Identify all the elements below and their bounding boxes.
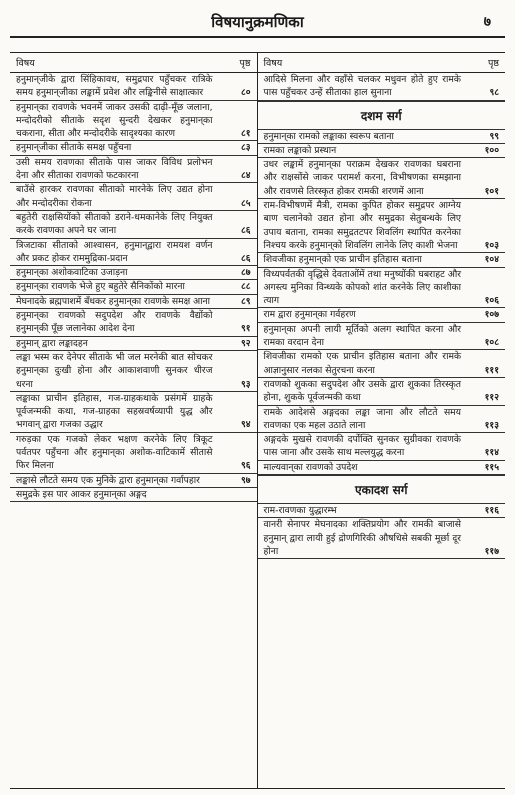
entry-text: मेघनादके ब्रह्मपाशमें बँधकर हनुमान्‌का रावणके समक्ष आना — [16, 295, 211, 307]
entry-page-number: ८८ — [240, 281, 251, 293]
contents-entry — [258, 378, 506, 406]
page-number: ७ — [483, 14, 491, 30]
entry-text: उधर लङ्कामें हनुमान्‌का पराक्रम देखकर रावणका घबराना और राक्षसोंसे जाकर परामर्श करना, विभीषणका समझाना और रावणसे तिरस्कृत होकर रामकी शरणमें आना — [263, 159, 461, 197]
contents-entry — [10, 488, 257, 502]
entry-text: शिवजीका रामको एक प्राचीन इतिहास बताना और रामके आज्ञानुसार नलका सेतुरचना करना — [263, 351, 461, 376]
entry-page-number: ८६ — [240, 252, 251, 264]
entry-text: अङ्गदके मुखसे रावणकी दर्पोक्ति सुनकर सुग्रीवका रावणके पास जाना और उसके साथ मल्लयुद्ध करना — [263, 434, 461, 459]
subject-heading: विषय — [263, 58, 283, 69]
entry-page-number: ८१ — [240, 128, 251, 140]
right-entries-top — [258, 73, 506, 101]
entry-text: राम-विभीषणमें मैत्री, रामका कुपित होकर समुद्रपर आग्नेय बाण चलानेको उद्यत होना और समुद्रका सेतुबन्धके लिए उपाय बताना, रामका समुद्रतटपर शिवलिंग स्थापित करनेका निश्चय करके हनुमान्‌को शिवलिंग लानेके लिए काशी भेजना — [263, 200, 461, 251]
contents-entry — [10, 183, 257, 211]
contents-entry — [258, 199, 506, 253]
column-header — [258, 53, 506, 73]
entry-page-number: ८४ — [240, 170, 251, 182]
page-title: विषयानुक्रमणिका — [211, 13, 304, 31]
section-heading-10: दशम सर्ग — [258, 101, 506, 130]
entry-text: गरुड़का एक गजको लेकर भक्षण करनेके लिए त्रिकूट पर्वतपर पहुँचना और हनुमान्‌का अशोक-वाटिकामें सीतासे फिर मिलना — [16, 433, 213, 472]
entry-text: रामका लङ्काको प्रस्थान — [263, 144, 337, 156]
entry-text: लङ्का भस्म कर देनेपर सीताके भी जल मरनेकी बात सोचकर हनुमान्‌का दुःखी होना और आकाशवाणी सुनकर धीरज धरना — [16, 351, 213, 390]
entry-text: हनुमान्‌का अपनी लायी मूर्तिको अलग स्थापित करना और रामका वरदान देना — [263, 323, 461, 349]
entry-text: माल्यवान्‌का रावणको उपदेश — [263, 461, 358, 473]
entry-text: हनुमान्‌ द्वारा लङ्कादहन — [16, 337, 88, 349]
contents-entry — [10, 309, 257, 337]
contents-entry — [258, 144, 506, 158]
entry-text: लङ्काका प्राचीन इतिहास, गज-ग्राहकथाके प्रसंगमें ग्राहके पूर्वजन्मकी कथा, गज-ग्राहका सहस्रवर्षव्यापी युद्ध और भगवान्‌ द्वारा गजका उद्धार — [16, 392, 213, 431]
entry-page-number: ८० — [240, 87, 251, 99]
entry-page-number: ११२ — [484, 392, 499, 404]
entry-page-number: ९२ — [240, 337, 251, 349]
entry-page-number: १०१ — [484, 185, 499, 197]
entry-text: हनुमान्‌जीके द्वारा सिंहिकावध, समुद्रपार पहुँचकर रात्रिके समय हनुमान्‌जीका लङ्कामें प्रवेश और लङ्किनीसे साक्षात्कार — [16, 74, 213, 99]
entry-text: हनुमान्‌का रावणको सदुपदेश और रावणके वैद्योंको हनुमान्‌की पूँछ जलानेका आदेश देना — [16, 310, 213, 335]
entry-text: लङ्कासे लौटते समय एक मुनिके द्वारा हनुमान्‌का गर्वापहार — [16, 474, 200, 486]
entry-page-number: ९४ — [240, 419, 251, 431]
entry-text: बहुतेरी राक्षसियोंको सीताको डराने-धमकानेके लिए नियुक्त करके रावणका अपने घर जाना — [16, 211, 213, 237]
entry-text: राम द्वारा हनुमान्‌का गर्वहरण — [263, 309, 356, 321]
contents-entry — [10, 351, 257, 392]
contents-entry — [10, 474, 257, 488]
contents-entry — [258, 268, 506, 309]
entry-text: विध्यपर्वतकी वृद्धिसे देवताओंमें तथा मनुष्योंकी घबराहट और अगस्त्य मुनिका विन्ध्यके कोपको शांत करनेके लिए काशीका त्याग — [263, 268, 461, 307]
contents-entry — [10, 239, 257, 267]
entry-text: हनुमान्‌का रावणके भेजे हुए बहुतेरे सैनिकोंको मारना — [16, 281, 185, 293]
page-heading: पृष्ठ — [488, 58, 499, 69]
entry-page-number: ११७ — [484, 545, 499, 557]
entry-page-number: ११५ — [484, 461, 499, 473]
entry-text: आदिसे मिलना और वहाँसे चलकर मधुवन होते हुए रामके पास पहुँचकर उन्हें सीताका हाल सुनाना — [263, 74, 461, 99]
contents-entry — [258, 518, 506, 559]
contents-entry — [258, 350, 506, 378]
contents-entry — [258, 504, 506, 518]
left-entries — [10, 73, 257, 502]
contents-entry — [258, 253, 506, 267]
entry-page-number: १०४ — [484, 254, 499, 266]
entry-page-number: ११६ — [484, 505, 499, 517]
contents-entry — [258, 461, 506, 475]
entry-page-number: ११४ — [484, 447, 499, 459]
entry-text: हनुमान्‌का रावणके भवनमें जाकर उसकी दाढ़ी-मूँछ जलाना, मन्दोदरीको सीताके सदृश सुन्दरी देखकर हनुमान्‌का चकराना, सीता और मन्दोदरीके सादृश्यका कारण — [16, 101, 213, 140]
contents-entry — [10, 73, 257, 101]
contents-entry — [10, 156, 257, 184]
entry-text: उसी समय रावणका सीताके पास जाकर विविध प्रलोभन देना और सीताका रावणको फटकारना — [16, 156, 213, 182]
contents-entry — [10, 211, 257, 239]
contents-entry — [10, 280, 257, 294]
entry-page-number: ८६ — [240, 225, 251, 237]
page-heading: पृष्ठ — [239, 58, 251, 69]
entry-page-number: ९३ — [240, 378, 251, 390]
entry-page-number: १०८ — [484, 337, 499, 349]
entry-page-number: १०० — [484, 144, 499, 156]
contents-entry — [258, 130, 506, 144]
entry-text: वानरी सेनापर मेघनादका शक्तिप्रयोग और रामकी बाजासे हनुमान्‌ द्वारा लायी हुई द्रोणगिरिकी औषधिसे सबकी मूर्छा दूर होना — [263, 519, 461, 557]
page-header — [10, 6, 505, 38]
entry-text: राम-रावणका युद्धारम्भ — [263, 505, 337, 517]
entry-page-number: १०७ — [484, 309, 499, 321]
entry-text: त्रिजटाका सीताको आश्वासन, हनुमान्‌द्वारा रामयश वर्णन और प्रकट होकर राममुद्रिका-प्रदान — [16, 239, 213, 264]
entry-page-number: १०३ — [484, 239, 499, 251]
entry-page-number: ८३ — [240, 142, 251, 154]
entry-page-number: ९७ — [240, 474, 251, 486]
contents-entry — [258, 308, 506, 322]
subject-heading: विषय — [16, 58, 35, 69]
contents-entry — [258, 73, 506, 101]
contents-entry — [258, 406, 506, 434]
entry-page-number: ८७ — [240, 267, 251, 279]
contents-entry — [10, 266, 257, 280]
entry-page-number: ९९ — [489, 130, 499, 142]
left-column — [10, 53, 258, 788]
contents-table — [10, 52, 505, 789]
entry-page-number: ८९ — [240, 295, 251, 307]
entry-text: हनुमान्‌जीका सीताके समक्ष पहुँचना — [16, 142, 132, 154]
entry-text: हनुमान्‌का अशोकवाटिका उजाड़ना — [16, 267, 128, 279]
contents-entry — [10, 141, 257, 155]
right-column — [258, 53, 506, 788]
contents-entry — [258, 433, 506, 461]
entry-page-number: १०६ — [484, 295, 499, 307]
entry-text: समुद्रके इस पार आकर हनुमान्‌का अङ्गद — [16, 488, 147, 500]
contents-entry — [10, 337, 257, 351]
contents-entry — [10, 392, 257, 433]
entry-page-number: ९६ — [240, 460, 251, 472]
contents-entry — [10, 433, 257, 474]
contents-entry — [258, 323, 506, 351]
contents-entry — [10, 295, 257, 309]
right-entries-bottom — [258, 504, 506, 559]
right-entries-mid — [258, 130, 506, 475]
entry-text: शिवजीका हनुमान्‌को एक प्राचीन इतिहास बताना — [263, 254, 422, 266]
contents-entry — [10, 101, 257, 142]
contents-entry — [258, 158, 506, 199]
entry-text: रामके आदेशसे अङ्गदका लङ्का जाना और लौटते समय रावणका एक महल उठाते लाना — [263, 406, 461, 431]
entry-text: बाउँसे हारकर रावणका सीताको मारनेके लिए उद्यत होना और मन्दोदरीका रोकना — [16, 184, 213, 209]
entry-text: रावणको शुकका सदुपदेश और उसके द्वारा शुकका तिरस्कृत होना, शुकके पूर्वजन्मकी कथा — [263, 378, 461, 404]
entry-page-number: ९८ — [489, 87, 499, 99]
section-heading-11: एकादश सर्ग — [258, 475, 506, 504]
column-header — [10, 53, 257, 73]
entry-page-number: ११३ — [484, 419, 499, 431]
entry-text: हनुमान्‌का रामको लङ्काका स्वरूप बताना — [263, 130, 394, 142]
entry-page-number: १११ — [484, 364, 499, 376]
entry-page-number: ९१ — [240, 323, 251, 335]
entry-page-number: ८५ — [240, 197, 251, 209]
